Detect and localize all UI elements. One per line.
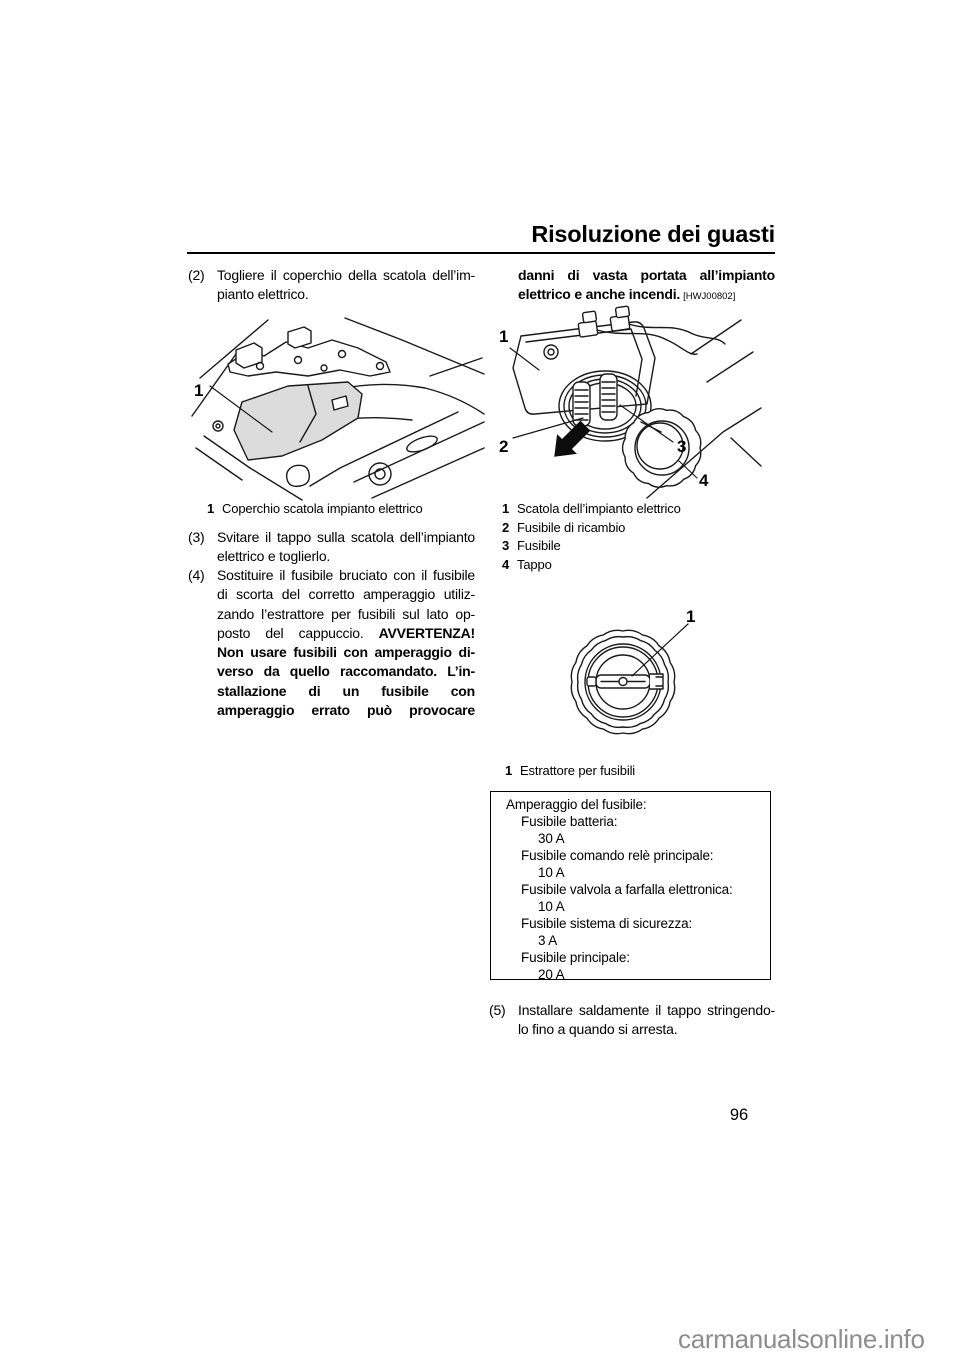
warning-text-line: stallazione di un fusibile con xyxy=(217,682,475,699)
figure-fuse-puller-cap xyxy=(560,604,710,766)
spec-value: 10 A xyxy=(538,865,565,880)
caption-number: 4 xyxy=(502,556,510,572)
watermark: carmanualsonline.info xyxy=(678,1324,925,1354)
caption-text: Fusibile xyxy=(517,538,561,554)
spec-name: Fusibile comando relè principale: xyxy=(521,848,714,863)
caption-number: 1 xyxy=(207,501,215,516)
list-number-4: (4) xyxy=(188,567,205,583)
fuse-puller-prong xyxy=(587,677,596,686)
callout-1: 1 xyxy=(194,381,204,400)
text-line: elettrico e toglierlo. xyxy=(217,548,331,565)
page-number: 96 xyxy=(729,1106,749,1124)
text-line: lo fino a quando si arresta. xyxy=(518,1021,678,1038)
step-4-text xyxy=(217,566,475,720)
connector xyxy=(582,311,596,323)
figure-electrical-box-cover xyxy=(190,316,484,502)
list-number-5: (5) xyxy=(489,1002,506,1018)
warning-text-line: Non usare fusibili con amperaggio di- xyxy=(217,644,475,661)
callout-1: 1 xyxy=(499,327,509,346)
caption-number: 2 xyxy=(502,519,510,535)
step-2-text xyxy=(217,266,475,305)
caption-text: Fusibile di ricambio xyxy=(517,519,626,535)
text-line: Sostituire il fusibile bruciato con il fusibile xyxy=(217,567,475,583)
warning-text-line: verso da quello raccomandato. L’in- xyxy=(217,663,475,680)
fuse xyxy=(600,374,617,420)
callout-4: 4 xyxy=(699,471,709,490)
spec-title: Amperaggio del fusibile: xyxy=(506,797,647,812)
figure-1-caption xyxy=(207,500,423,519)
connector xyxy=(578,321,598,337)
warning-text-line: danni di vasta portata all’impianto xyxy=(518,267,775,283)
list-number-2: (2) xyxy=(188,267,205,283)
spec-name: Fusibile sistema di sicurezza: xyxy=(521,916,693,931)
fuse-puller-clip xyxy=(650,674,663,689)
caption-number: 3 xyxy=(502,538,510,554)
caption-text: Tappo xyxy=(517,556,552,572)
list-number-3: (3) xyxy=(188,529,205,545)
callout-3: 3 xyxy=(677,437,687,456)
caption-text: Coperchio scatola impianto elettrico xyxy=(222,501,423,516)
floor-slot xyxy=(405,433,439,455)
spec-value: 3 A xyxy=(538,933,558,948)
bolt xyxy=(213,421,223,431)
text-segment: elettrico e anche incendi. xyxy=(518,286,681,303)
caption-text: Estrattore per fusibili xyxy=(520,763,636,778)
header-rule xyxy=(187,252,775,254)
figure-3-caption xyxy=(505,762,635,781)
warning-text-line xyxy=(518,285,775,304)
fuse-amperage-spec-box xyxy=(490,791,771,980)
text-line: Svitare il tappo sulla scatola dell’impianto xyxy=(217,529,475,545)
hull-line xyxy=(430,358,482,376)
text-line xyxy=(217,624,475,643)
warning-continuation xyxy=(518,266,775,305)
caption-number: 1 xyxy=(505,763,513,778)
text-line: Togliere il coperchio della scatola dell’im- xyxy=(217,267,475,283)
spec-name: Fusibile batteria: xyxy=(521,814,618,829)
caption-text: Scatola dell’impianto elettrico xyxy=(517,501,681,516)
grommet xyxy=(287,465,310,486)
cover-shape xyxy=(234,382,362,460)
text-segment: posto del cappuccio. xyxy=(217,624,379,641)
text-line: pianto elettrico. xyxy=(217,286,309,303)
warning-keyword: AVVERTENZA! xyxy=(378,624,475,641)
caption-row xyxy=(502,556,681,575)
text-line: zando l’estrattore per fusibili sul lato op- xyxy=(217,605,475,622)
reference-code: [HWJ00802] xyxy=(683,291,736,303)
connector xyxy=(615,306,629,318)
bolt xyxy=(216,424,220,428)
text-line: di scorta del corretto amperaggio utiliz- xyxy=(217,586,475,603)
step-3-text xyxy=(217,528,475,567)
spec-name: Fusibile valvola a farfalla elettronica: xyxy=(521,882,733,897)
warning-text-line: amperaggio errato può provocare xyxy=(217,702,475,719)
figure-electrical-box-fuses xyxy=(495,310,761,502)
caption-row xyxy=(502,500,681,519)
spec-value: 10 A xyxy=(538,899,565,914)
figure-2-captions xyxy=(502,500,681,574)
callout-2: 2 xyxy=(499,437,509,456)
caption-row xyxy=(502,537,681,556)
spec-value: 30 A xyxy=(538,831,565,846)
spec-value: 20 A xyxy=(538,967,565,982)
text-line: Installare saldamente il tappo stringendo- xyxy=(518,1002,775,1018)
page-title: Risoluzione dei guasti xyxy=(531,221,775,247)
callout-1: 1 xyxy=(686,607,696,626)
spec-name: Fusibile principale: xyxy=(521,950,630,965)
step-5-text xyxy=(518,1001,775,1040)
caption-row xyxy=(502,519,681,538)
caption-number: 1 xyxy=(502,501,510,516)
fuse-puller-pivot xyxy=(619,678,627,686)
bracket-post xyxy=(288,327,311,348)
